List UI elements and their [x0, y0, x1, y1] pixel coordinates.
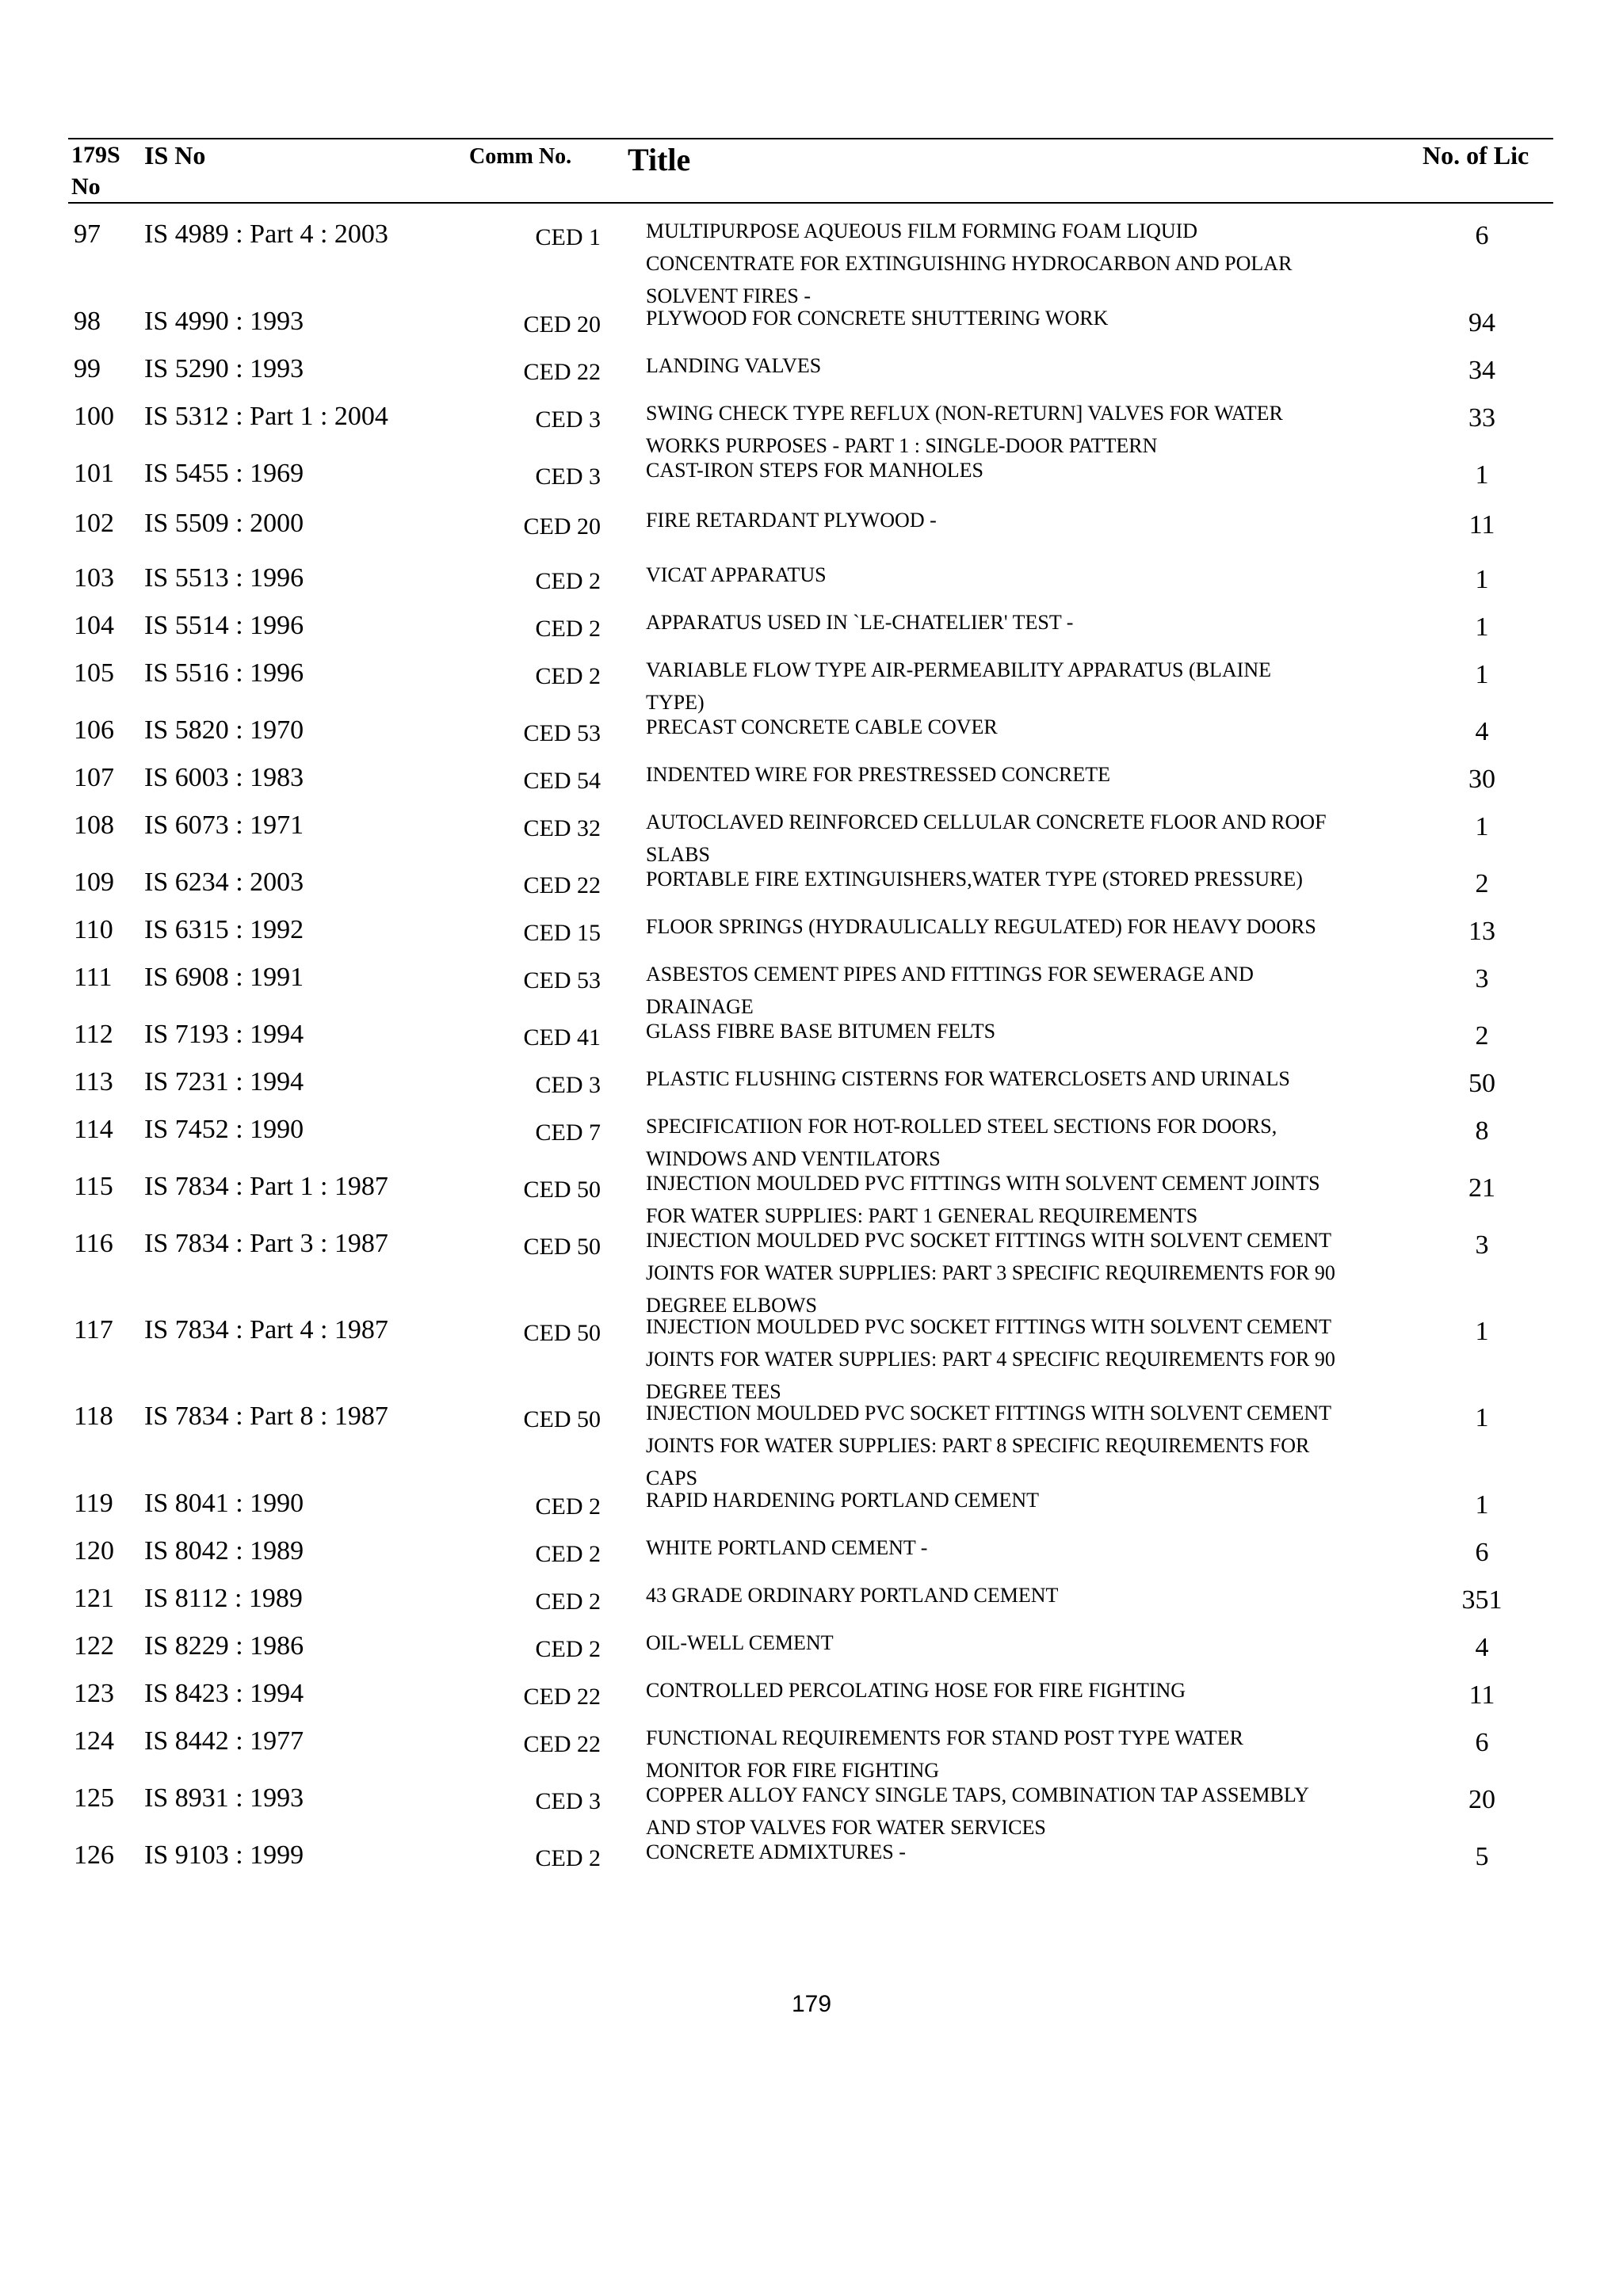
row-serial-no: 112: [74, 1020, 113, 1049]
row-is-no: IS 8042 : 1989: [144, 1536, 304, 1566]
row-serial-no: 99: [74, 354, 101, 383]
row-serial-no: 100: [74, 402, 114, 431]
row-no-of-lic: 3: [1475, 964, 1489, 994]
row-title: OIL-WELL CEMENT: [646, 1631, 834, 1654]
row-comm-no: CED 2: [535, 663, 601, 689]
table-row: [0, 1066, 1623, 1114]
row-comm-no: CED 22: [523, 1684, 601, 1710]
row-title: GLASS FIBRE BASE BITUMEN FELTS: [646, 1020, 996, 1043]
row-is-no: IS 5820 : 1970: [144, 715, 304, 745]
row-title: FIRE RETARDANT PLYWOOD -: [646, 509, 937, 532]
column-header-serial-no: 179S No: [71, 142, 120, 200]
row-is-no: IS 5509 : 2000: [144, 509, 304, 538]
row-comm-no: CED 22: [523, 359, 601, 385]
row-title: VARIABLE FLOW TYPE AIR-PERMEABILITY APPARATUS (BLAINE TYPE): [646, 658, 1271, 714]
row-is-no: IS 5513 : 1996: [144, 563, 304, 593]
row-comm-no: CED 2: [535, 1845, 601, 1871]
row-is-no: IS 8041 : 1990: [144, 1489, 304, 1518]
row-no-of-lic: 6: [1475, 221, 1489, 250]
row-is-no: IS 4990 : 1993: [144, 307, 304, 336]
row-comm-no: CED 53: [523, 720, 601, 746]
row-serial-no: 105: [74, 658, 114, 688]
table-row: [0, 658, 1623, 714]
row-serial-no: 121: [74, 1584, 114, 1613]
table-row: [0, 306, 1623, 353]
row-serial-no: 106: [74, 715, 114, 745]
row-no-of-lic: 30: [1468, 765, 1495, 794]
row-comm-no: CED 20: [523, 311, 601, 338]
row-no-of-lic: 4: [1475, 1633, 1489, 1662]
row-serial-no: 114: [74, 1115, 113, 1144]
row-no-of-lic: 5: [1475, 1842, 1489, 1871]
row-title: INJECTION MOULDED PVC FITTINGS WITH SOLVENT CEMENT JOINTS FOR WATER SUPPLIES: PART 1 GENERAL REQUIREMENTS: [646, 1172, 1320, 1227]
row-no-of-lic: 1: [1475, 660, 1489, 689]
row-is-no: IS 5455 : 1969: [144, 459, 304, 488]
row-is-no: IS 5290 : 1993: [144, 354, 304, 383]
row-serial-no: 109: [74, 868, 114, 897]
row-no-of-lic: 33: [1468, 403, 1495, 433]
row-title: FUNCTIONAL REQUIREMENTS FOR STAND POST TYPE WATER MONITOR FOR FIRE FIGHTING: [646, 1726, 1243, 1782]
row-title: CONTROLLED PERCOLATING HOSE FOR FIRE FIGHTING: [646, 1679, 1186, 1702]
row-serial-no: 125: [74, 1783, 114, 1813]
row-serial-no: 113: [74, 1067, 113, 1097]
row-title: ASBESTOS CEMENT PIPES AND FITTINGS FOR SEWERAGE AND DRAINAGE: [646, 963, 1254, 1018]
table-row: [0, 867, 1623, 914]
row-serial-no: 104: [74, 611, 114, 640]
row-title: PLYWOOD FOR CONCRETE SHUTTERING WORK: [646, 307, 1109, 330]
row-comm-no: CED 2: [535, 616, 601, 642]
row-comm-no: CED 2: [535, 568, 601, 594]
row-title: PLASTIC FLUSHING CISTERNS FOR WATERCLOSETS AND URINALS: [646, 1067, 1290, 1090]
row-title: APPARATUS USED IN `LE-CHATELIER' TEST -: [646, 611, 1074, 634]
row-serial-no: 101: [74, 459, 114, 488]
table-row: [0, 1401, 1623, 1489]
row-no-of-lic: 94: [1468, 308, 1495, 338]
row-comm-no: CED 1: [535, 224, 601, 250]
table-row: [0, 1678, 1623, 1726]
row-comm-no: CED 50: [523, 1320, 601, 1346]
row-serial-no: 102: [74, 509, 114, 538]
row-no-of-lic: 1: [1475, 812, 1489, 841]
row-comm-no: CED 3: [535, 406, 601, 433]
row-title: FLOOR SPRINGS (HYDRAULICALLY REGULATED) FOR HEAVY DOORS: [646, 915, 1316, 938]
table-row: [0, 1726, 1623, 1782]
row-no-of-lic: 50: [1468, 1069, 1495, 1098]
table-row: [0, 508, 1623, 555]
table-row: [0, 1630, 1623, 1678]
row-no-of-lic: 11: [1468, 1680, 1495, 1710]
row-title: LANDING VALVES: [646, 354, 822, 377]
row-serial-no: 126: [74, 1840, 114, 1870]
row-no-of-lic: 20: [1468, 1785, 1495, 1814]
row-is-no: IS 8112 : 1989: [144, 1584, 303, 1613]
row-serial-no: 124: [74, 1726, 114, 1756]
table-row: [0, 458, 1623, 505]
row-title: SPECIFICATIION FOR HOT-ROLLED STEEL SECTIONS FOR DOORS, WINDOWS AND VENTILATORS: [646, 1115, 1277, 1170]
header-top-rule: [68, 138, 1553, 139]
table-row: [0, 1840, 1623, 1887]
row-title: INJECTION MOULDED PVC SOCKET FITTINGS WITH SOLVENT CEMENT JOINTS FOR WATER SUPPLIES: PART 4 SPECIFIC REQUIREMENTS FOR 90 DEGREE TEES: [646, 1315, 1335, 1403]
row-is-no: IS 7834 : Part 3 : 1987: [144, 1229, 388, 1258]
table-row: [0, 401, 1623, 457]
table-row: [0, 1228, 1623, 1317]
table-row: [0, 563, 1623, 610]
table-row: [0, 962, 1623, 1018]
row-no-of-lic: 1: [1475, 460, 1489, 490]
row-is-no: IS 6073 : 1971: [144, 810, 304, 840]
row-is-no: IS 6234 : 2003: [144, 868, 304, 897]
row-no-of-lic: 2: [1475, 869, 1489, 898]
row-no-of-lic: 13: [1468, 917, 1495, 946]
table-row: [0, 219, 1623, 307]
table-row: [0, 810, 1623, 866]
row-comm-no: CED 50: [523, 1406, 601, 1432]
row-no-of-lic: 11: [1468, 510, 1495, 540]
table-row: [0, 1783, 1623, 1839]
row-comm-no: CED 22: [523, 872, 601, 898]
row-serial-no: 123: [74, 1679, 114, 1708]
header-bottom-rule: [68, 202, 1553, 204]
row-serial-no: 108: [74, 810, 114, 840]
row-title: AUTOCLAVED REINFORCED CELLULAR CONCRETE FLOOR AND ROOF SLABS: [646, 810, 1327, 866]
row-comm-no: CED 50: [523, 1234, 601, 1260]
table-row: [0, 1019, 1623, 1066]
row-title: 43 GRADE ORDINARY PORTLAND CEMENT: [646, 1584, 1059, 1607]
column-header-title: Title: [628, 142, 691, 177]
row-no-of-lic: 4: [1475, 717, 1489, 746]
row-title: INJECTION MOULDED PVC SOCKET FITTINGS WITH SOLVENT CEMENT JOINTS FOR WATER SUPPLIES: PART 8 SPECIFIC REQUIREMENTS FOR CAPS: [646, 1402, 1331, 1489]
row-serial-no: 110: [74, 915, 113, 944]
row-comm-no: CED 2: [535, 1636, 601, 1662]
table-row: [0, 1535, 1623, 1583]
row-serial-no: 116: [74, 1229, 113, 1258]
table-row: [0, 1114, 1623, 1170]
row-comm-no: CED 22: [523, 1731, 601, 1757]
row-serial-no: 120: [74, 1536, 114, 1566]
row-is-no: IS 7834 : Part 4 : 1987: [144, 1315, 388, 1344]
row-comm-no: CED 2: [535, 1589, 601, 1615]
row-is-no: IS 5516 : 1996: [144, 658, 304, 688]
table-row: [0, 1583, 1623, 1630]
column-header-no-of-lic: No. of Lic: [1423, 141, 1529, 170]
row-serial-no: 111: [74, 963, 113, 992]
table-row: [0, 914, 1623, 962]
row-no-of-lic: 8: [1475, 1116, 1489, 1146]
row-no-of-lic: 34: [1468, 356, 1495, 385]
table-row: [0, 1171, 1623, 1227]
column-header-comm-no: Comm No.: [469, 144, 572, 169]
row-serial-no: 97: [74, 219, 101, 249]
row-no-of-lic: 1: [1475, 1403, 1489, 1432]
row-serial-no: 117: [74, 1315, 113, 1344]
row-serial-no: 103: [74, 563, 114, 593]
row-comm-no: CED 15: [523, 920, 601, 946]
row-is-no: IS 8229 : 1986: [144, 1631, 304, 1661]
row-is-no: IS 8423 : 1994: [144, 1679, 304, 1708]
row-comm-no: CED 41: [523, 1024, 601, 1051]
row-is-no: IS 8931 : 1993: [144, 1783, 304, 1813]
row-no-of-lic: 351: [1461, 1585, 1503, 1615]
row-comm-no: CED 3: [535, 1788, 601, 1814]
row-title: PRECAST CONCRETE CABLE COVER: [646, 715, 998, 738]
row-comm-no: CED 32: [523, 815, 601, 841]
row-is-no: IS 9103 : 1999: [144, 1840, 304, 1870]
row-title: MULTIPURPOSE AQUEOUS FILM FORMING FOAM LIQUID CONCENTRATE FOR EXTINGUISHING HYDROCARBON AND POLAR SOLVENT FIRES -: [646, 219, 1293, 307]
row-title: COPPER ALLOY FANCY SINGLE TAPS, COMBINATION TAP ASSEMBLY AND STOP VALVES FOR WATER SERVICES: [646, 1783, 1309, 1839]
row-is-no: IS 5312 : Part 1 : 2004: [144, 402, 388, 431]
row-serial-no: 98: [74, 307, 101, 336]
column-header-is-no: IS No: [144, 141, 206, 170]
row-title: VICAT APPARATUS: [646, 563, 827, 586]
row-serial-no: 119: [74, 1489, 113, 1518]
row-comm-no: CED 3: [535, 1072, 601, 1098]
row-is-no: IS 7452 : 1990: [144, 1115, 304, 1144]
row-is-no: IS 5514 : 1996: [144, 611, 304, 640]
row-title: PORTABLE FIRE EXTINGUISHERS,WATER TYPE (STORED PRESSURE): [646, 868, 1303, 891]
row-serial-no: 115: [74, 1172, 113, 1201]
row-serial-no: 107: [74, 763, 114, 792]
row-is-no: IS 6908 : 1991: [144, 963, 304, 992]
row-no-of-lic: 1: [1475, 1490, 1489, 1520]
row-no-of-lic: 21: [1468, 1173, 1495, 1203]
row-title: CAST-IRON STEPS FOR MANHOLES: [646, 459, 983, 482]
row-comm-no: CED 20: [523, 513, 601, 540]
row-no-of-lic: 1: [1475, 612, 1489, 642]
table-row: [0, 715, 1623, 762]
table-row: [0, 353, 1623, 401]
row-is-no: IS 7193 : 1994: [144, 1020, 304, 1049]
row-is-no: IS 7834 : Part 8 : 1987: [144, 1402, 388, 1431]
row-title: RAPID HARDENING PORTLAND CEMENT: [646, 1489, 1040, 1512]
table-row: [0, 1488, 1623, 1535]
row-comm-no: CED 53: [523, 967, 601, 994]
row-no-of-lic: 3: [1475, 1230, 1489, 1260]
row-is-no: IS 4989 : Part 4 : 2003: [144, 219, 388, 249]
row-title: CONCRETE ADMIXTURES -: [646, 1840, 906, 1863]
row-no-of-lic: 2: [1475, 1021, 1489, 1051]
row-comm-no: CED 2: [535, 1541, 601, 1567]
row-comm-no: CED 2: [535, 1493, 601, 1520]
table-row: [0, 1314, 1623, 1403]
row-serial-no: 118: [74, 1402, 113, 1431]
row-comm-no: CED 7: [535, 1119, 601, 1146]
row-is-no: IS 7834 : Part 1 : 1987: [144, 1172, 388, 1201]
row-comm-no: CED 54: [523, 768, 601, 794]
table-row: [0, 762, 1623, 810]
row-comm-no: CED 3: [535, 463, 601, 490]
row-title: INDENTED WIRE FOR PRESTRESSED CONCRETE: [646, 763, 1110, 786]
row-title: SWING CHECK TYPE REFLUX (NON-RETURN] VALVES FOR WATER WORKS PURPOSES - PART 1 : SINGLE-DOOR PATTERN: [646, 402, 1283, 457]
row-title: INJECTION MOULDED PVC SOCKET FITTINGS WITH SOLVENT CEMENT JOINTS FOR WATER SUPPLIES: PART 3 SPECIFIC REQUIREMENTS FOR 90 DEGREE ELBOWS: [646, 1229, 1335, 1317]
row-no-of-lic: 6: [1475, 1728, 1489, 1757]
row-no-of-lic: 6: [1475, 1538, 1489, 1567]
row-is-no: IS 8442 : 1977: [144, 1726, 304, 1756]
row-comm-no: CED 50: [523, 1177, 601, 1203]
page-number: 179: [791, 1991, 832, 2017]
row-is-no: IS 6003 : 1983: [144, 763, 304, 792]
row-serial-no: 122: [74, 1631, 114, 1661]
row-no-of-lic: 1: [1475, 565, 1489, 594]
table-row: [0, 610, 1623, 658]
row-is-no: IS 7231 : 1994: [144, 1067, 304, 1097]
row-title: WHITE PORTLAND CEMENT -: [646, 1536, 928, 1559]
row-no-of-lic: 1: [1475, 1317, 1489, 1346]
row-is-no: IS 6315 : 1992: [144, 915, 304, 944]
